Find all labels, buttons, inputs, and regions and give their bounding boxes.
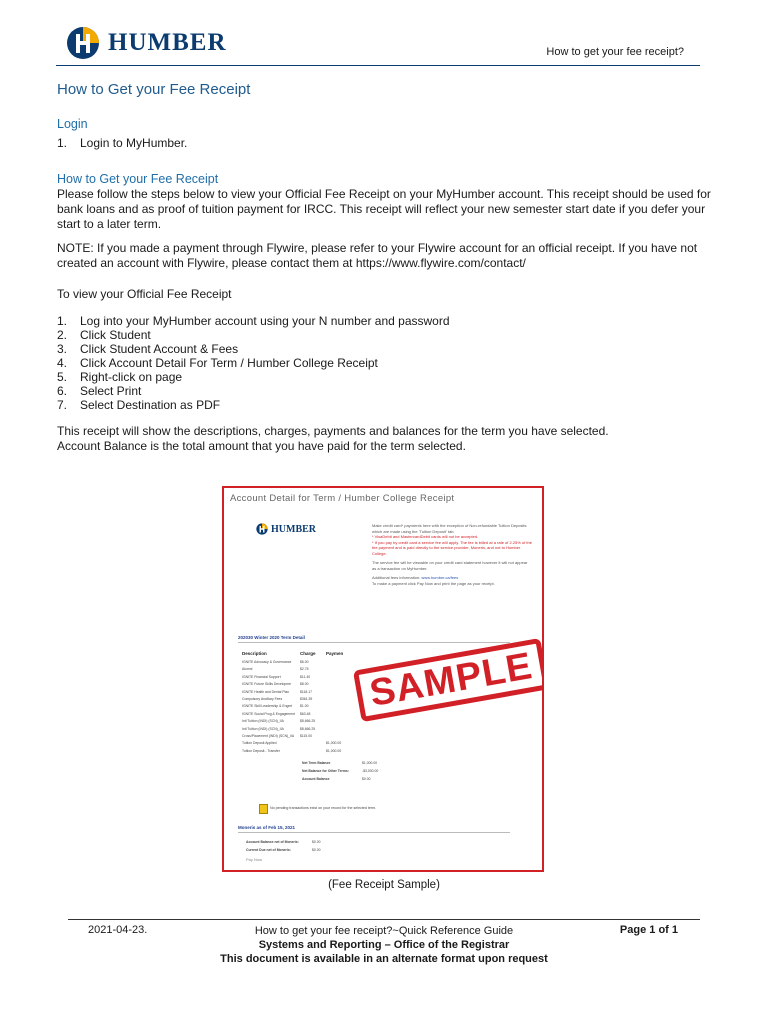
step-text: Select Destination as PDF xyxy=(80,398,221,412)
header-title: How to get your fee receipt? xyxy=(546,46,684,58)
footer-line-2: Systems and Reporting – Office of the Registrar xyxy=(258,939,510,951)
sample-moneris-balance-label: Account Balance net of Moneris: xyxy=(246,840,299,844)
sample-row-description: IGNITE Skill Leadership & Engmt xyxy=(242,704,293,709)
list-item xyxy=(57,398,450,412)
footer-line-1: How to get your fee receipt?~Quick Reference Guide xyxy=(254,925,514,937)
sample-divider xyxy=(238,832,510,833)
account-balance-description: Account Balance is the total amount that you have paid for the term selected. xyxy=(57,439,466,453)
humber-shield-icon xyxy=(66,26,100,60)
sample-row-description: Cross/Placement (INDI) (SCN)_IIA xyxy=(242,734,295,738)
sample-row-description: Tuition Deposit - Transfer xyxy=(242,748,280,753)
sample-pay-now-button: Pay Now xyxy=(246,857,263,862)
step-text: Right-click on page xyxy=(80,370,183,384)
sample-info-warning: * If you pay by credit card a service fee will apply. The fee is billed at a rate of 2.25% of the fee payment and is paid directly to the service provider, Moneris, and not to Humber College. xyxy=(372,539,532,556)
sample-pending-note: No pending transactions exist on your record for the selected term. xyxy=(270,806,377,810)
login-step xyxy=(57,136,187,150)
sample-row-charge: $115.00 xyxy=(300,734,313,738)
sample-row-charge: $11.40 xyxy=(300,674,311,679)
sample-net-other-value: -$3,000.00 xyxy=(362,769,379,773)
sample-title: Account Detail for Term / Humber College Receipt xyxy=(230,493,455,504)
step-text: Select Print xyxy=(80,384,142,398)
step-number: 5. xyxy=(57,370,68,384)
sample-col-payment: Paymen xyxy=(326,651,344,656)
sample-account-balance-value: $0.00 xyxy=(362,777,371,781)
sample-row-charge: $2.75 xyxy=(300,667,309,672)
login-heading: Login xyxy=(57,117,88,131)
sample-row-description: IGNITE Social Prog & Engagement xyxy=(242,711,295,716)
login-step-text: Login to MyHumber. xyxy=(80,136,188,150)
sample-fees-link: www.humber.ca/fees xyxy=(421,575,459,580)
footer-page-number: Page 1 of 1 xyxy=(619,924,678,936)
login-step-number: 1. xyxy=(57,136,68,150)
step-text: Log into your MyHumber account using your N number and password xyxy=(80,314,450,328)
sample-row-charge: $1.00 xyxy=(300,704,309,709)
how-heading: How to Get your Fee Receipt xyxy=(57,172,219,186)
sample-stamp: SAMPLE xyxy=(353,638,544,722)
step-number: 7. xyxy=(57,398,68,412)
humber-logo xyxy=(66,26,227,60)
sample-divider xyxy=(238,642,510,643)
to-view-label: To view your Official Fee Receipt xyxy=(57,287,232,301)
step-number: 4. xyxy=(57,356,68,370)
list-item xyxy=(57,342,450,356)
sample-term-heading: 202030 Winter 2020 Term Detail xyxy=(238,635,305,640)
sample-humber-logo xyxy=(256,523,316,535)
sample-row-charge: $8.00 xyxy=(300,682,309,687)
list-item xyxy=(57,384,450,398)
sample-row-description: Alumni xyxy=(242,667,253,672)
step-number: 1. xyxy=(57,314,68,328)
image-caption: (Fee Receipt Sample) xyxy=(328,879,440,891)
sample-account-balance-label: Account Balance xyxy=(302,777,330,781)
list-item xyxy=(57,314,450,328)
sample-row-description: Intl Tuition (INDI) (SCN)_IIA xyxy=(242,726,284,731)
list-item xyxy=(57,356,450,370)
sample-row-charge: $361.39 xyxy=(300,697,313,701)
sample-row-description: IGNITE Advocacy & Governance xyxy=(242,660,292,664)
sample-payment-info xyxy=(372,523,532,586)
sample-row-description: IGNITE Health and Dental Plan xyxy=(242,689,290,694)
sample-row-payment: $1,000.00 xyxy=(326,748,342,753)
sample-col-charge: Charge xyxy=(300,651,316,656)
sample-table-header xyxy=(242,651,343,656)
sample-row-charge: $118.17 xyxy=(300,689,313,694)
sample-info-warning: * VisaDebit and MastercardDebit cards will not be accepted. xyxy=(372,534,479,539)
step-text: Click Student Account & Fees xyxy=(80,342,239,356)
step-number: 3. xyxy=(57,342,68,356)
sample-info-text: To make a payment click Pay Now and print the page as your receipt. xyxy=(372,580,495,586)
list-item xyxy=(57,328,450,342)
footer-date: 2021-04-23. xyxy=(88,924,148,936)
flywire-note: NOTE: If you made a payment through Flywire, please refer to your Flywire account for an official receipt. If you have not created an account with Flywire, please contact them at https://www.flywire.com/contact/ xyxy=(57,241,698,270)
receipt-description: This receipt will show the descriptions, charges, payments and balances for the term you have selected. xyxy=(57,424,609,438)
sample-row-description: IGNITE Future Skills Developme xyxy=(242,682,291,687)
sample-net-term-value: $1,000.00 xyxy=(362,761,378,765)
humber-shield-icon xyxy=(256,523,268,535)
sample-row-charge: $63.48 xyxy=(300,711,311,716)
footer-divider xyxy=(68,919,700,920)
sample-moneris-due-label: Current Due net of Moneris: xyxy=(246,848,291,852)
sample-info-text: Make credit card* payments here with the exception of Non-refundable Tuition Deposits which are made using the 'Tuition Deposit' tab. xyxy=(372,523,527,534)
list-item xyxy=(57,370,450,384)
sample-info-fees-label: Additional fees information: xyxy=(372,575,421,580)
steps-list xyxy=(57,314,450,412)
sample-row-charge: $6.00 xyxy=(300,660,309,664)
step-text: Click Account Detail For Term / Humber College Receipt xyxy=(80,356,378,370)
step-number: 2. xyxy=(57,328,68,342)
sample-col-description: Description xyxy=(242,651,267,656)
sample-row-payment: $1,000.00 xyxy=(326,741,342,746)
sample-row-description: Tuition Deposit Applied xyxy=(242,741,277,746)
step-number: 6. xyxy=(57,384,68,398)
intro-paragraph: Please follow the steps below to view your Official Fee Receipt on your MyHumber account. This receipt should be used for bank loans and as proof of tuition payment for IRCC. This receipt will reflect your new semester start date if you defer your start to a later term. xyxy=(57,187,711,231)
sample-row-charge: $8,666.25 xyxy=(300,726,316,731)
header-divider xyxy=(56,65,700,66)
sample-logo-wordmark: HUMBER xyxy=(271,523,316,535)
sample-moneris-heading: Moneris as of Feb 15, 2021 xyxy=(238,825,296,830)
sample-row-description: IGNITE Financial Support xyxy=(242,674,281,679)
logo-wordmark: HUMBER xyxy=(108,29,227,56)
fee-receipt-sample-image xyxy=(222,486,544,872)
sample-moneris-balance-value: $0.00 xyxy=(312,840,321,844)
sample-info-text: The service fee will be viewable on your credit card statement however it will not appear as a transaction on MyHumber. xyxy=(372,560,528,571)
sample-moneris-due-value: $0.00 xyxy=(312,848,321,852)
footer-line-3: This document is available in an alternate format upon request xyxy=(220,953,548,965)
sample-net-term-label: Net Term Balance xyxy=(302,761,331,765)
sample-row-description: Intl Tuition (INDI) (SCN)_IIA xyxy=(242,719,284,724)
sample-row-charge: $8,666.25 xyxy=(300,719,316,724)
sample-net-other-label: Net Balance for Other Terms: xyxy=(302,769,349,773)
page-title: How to Get your Fee Receipt xyxy=(57,81,251,98)
note-icon xyxy=(259,804,268,814)
step-text: Click Student xyxy=(80,328,151,342)
sample-row-description: Compulsory Ancillary Fees xyxy=(242,697,283,701)
